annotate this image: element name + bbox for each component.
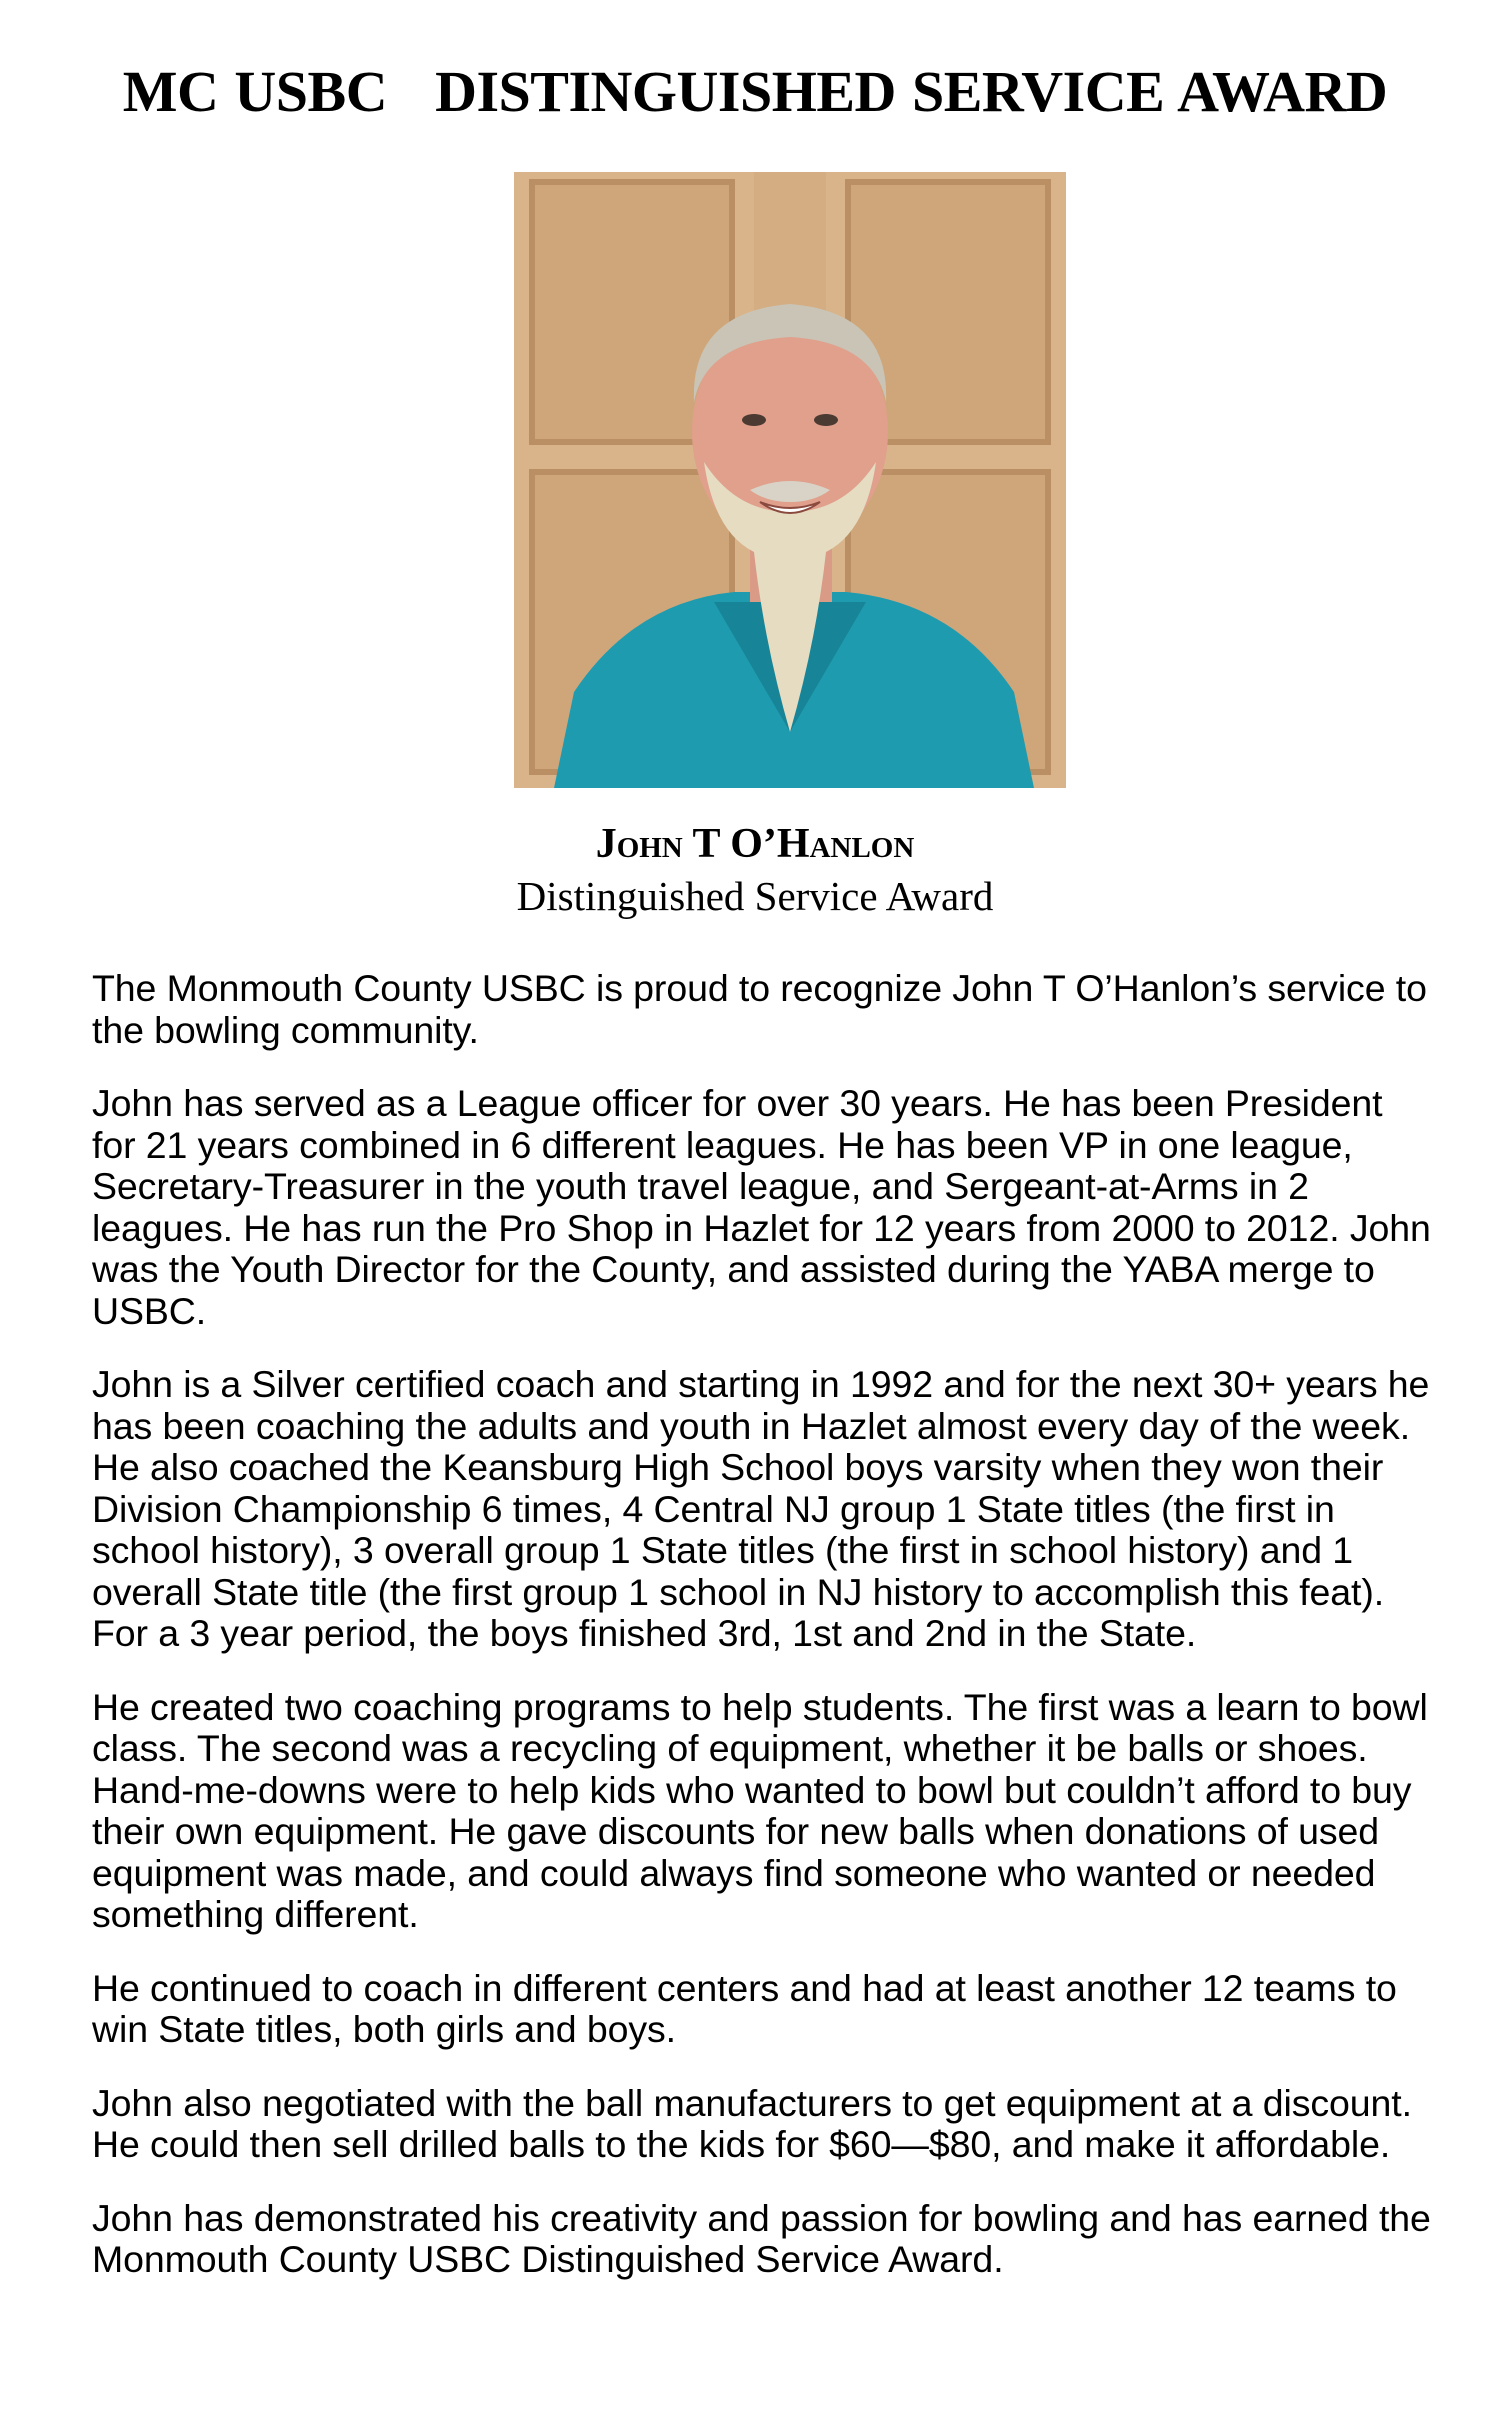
award-subtitle: Distinguished Service Award	[516, 873, 994, 919]
paragraph-conclusion: John has demonstrated his creativity and passion for bowling and has earned the Monmouth County USBC Distinguished Service Award.	[92, 2196, 1431, 2280]
page-title: MC USBC DISTINGUISHED SERVICE AWARD	[122, 59, 1388, 124]
portrait-illustration	[514, 172, 1066, 788]
portrait-photo	[514, 172, 1066, 788]
paragraph-intro: The Monmouth County USBC is proud to recognize John T O’Hanlon’s service to the bowling community.	[92, 967, 1427, 1051]
paragraph-manufacturers: John also negotiated with the ball manufacturers to get equipment at a discount. He could then sell drilled balls to the kids for $60—$80, and make it affordable.	[92, 2081, 1412, 2165]
paragraph-league-officer: John has served as a League officer for over 30 years. He has been President for 21 years combined in 6 different leagues. He has been VP in one league, Secretary-Treasurer in the youth travel league, and Sergeant-at-Arms in 2 leagues. He has run the Pro Shop in Hazlet for 12 years from 2000 to 2012. John was the Youth Director for the County, and assisted during the YABA merge to USBC.	[92, 1082, 1431, 1332]
paragraph-state-titles: He continued to coach in different centers and had at least another 12 teams to win State titles, both girls and boys.	[92, 1966, 1397, 2050]
award-description	[92, 968, 1432, 2313]
paragraph-programs: He created two coaching programs to help students. The first was a learn to bowl class. The second was a recycling of equipment, whether it be balls or shoes. Hand-me-downs were to help kids who wanted to bowl but couldn’t afford to buy their own equipment. He gave discounts for new balls when donations of used equipment was made, and could always find someone who wanted or needed something different.	[92, 1685, 1428, 1935]
paragraph-coaching: John is a Silver certified coach and starting in 1992 and for the next 30+ years he has been coaching the adults and youth in Hazlet almost every day of the week. He also coached the Keansburg High School boys varsity when they won their Division Championship 6 times, 4 Central NJ group 1 State titles (the first in school history), 3 overall group 1 State titles (the first in school history) and 1 overall State title (the first group 1 school in NJ history to accomplish this feat). For a 3 year period, the boys finished 3rd, 1st and 2nd in the State.	[92, 1363, 1430, 1654]
recipient-name: John T O’Hanlon	[595, 821, 915, 867]
